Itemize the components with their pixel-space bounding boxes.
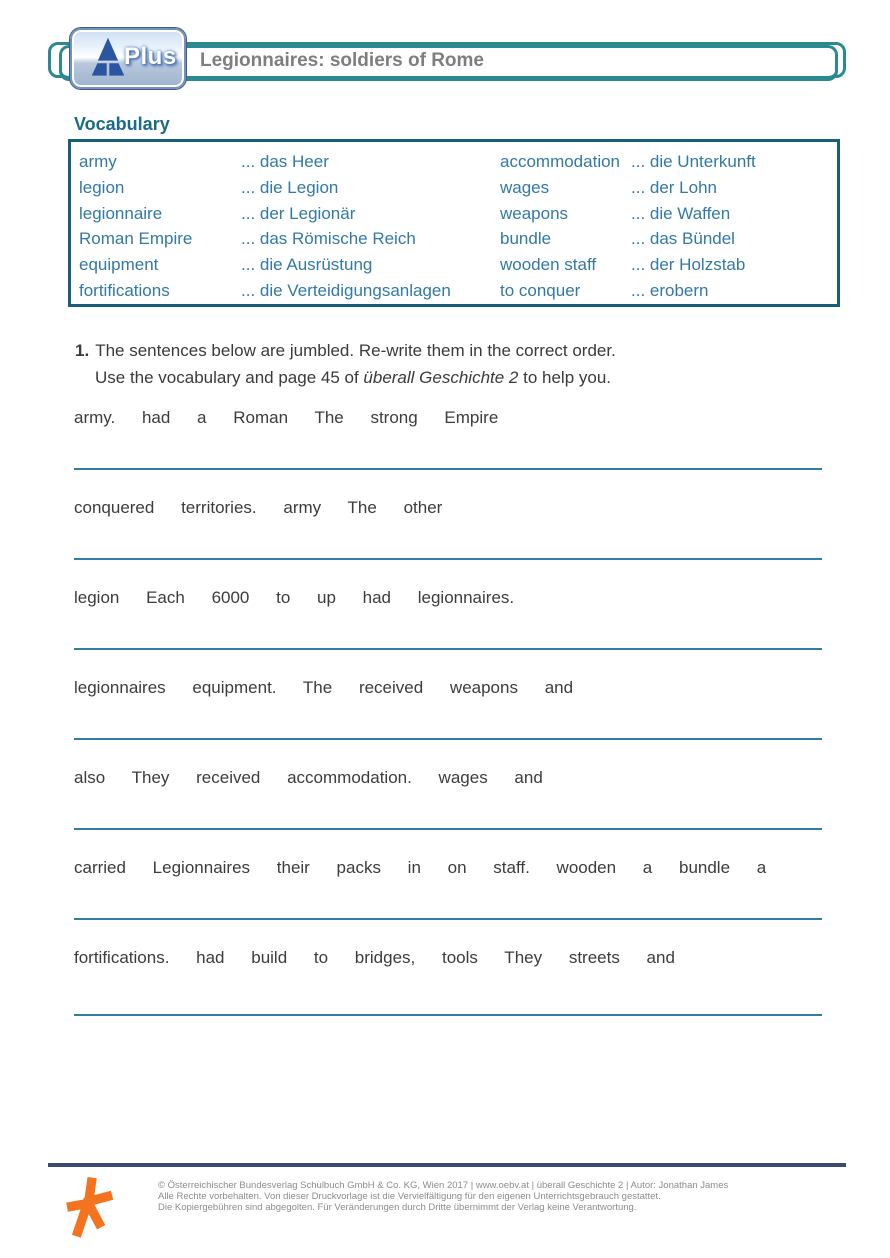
vocab-row — [500, 226, 837, 252]
instruction-text-1: The sentences below are jumbled. Re-write them in the correct order. — [95, 341, 616, 360]
sentence-words: legionnaires equipment. The received weapons and — [74, 678, 574, 697]
answer-line — [74, 828, 822, 830]
answer-line — [74, 648, 822, 650]
vocab-term: legionnaire — [79, 203, 163, 223]
sentence-block — [74, 854, 822, 944]
footer-line-3: Die Kopiergebühren sind abgegolten. Für Veränderungen durch Dritte übernimmt der Verlag keine Verantwortung. — [158, 1201, 637, 1213]
vocab-definition: ... die Waffen — [631, 203, 731, 223]
answer-line — [74, 738, 822, 740]
plus-logo — [70, 28, 186, 89]
exercise-instructions — [75, 337, 795, 391]
vocab-row — [500, 149, 837, 175]
footer-line-1: © Österreichischer Bundesverlag Schulbuch GmbH & Co. KG, Wien 2017 | www.oebv.at | überall Geschichte 2 | Autor: Jonathan James — [158, 1180, 729, 1191]
instruction-line-1 — [75, 337, 795, 364]
vocab-term: wages — [500, 177, 550, 197]
vocab-row — [79, 201, 500, 227]
vocab-term: to conquer — [500, 281, 581, 301]
sentence-block — [74, 764, 822, 854]
answer-line — [74, 918, 822, 920]
vocab-definition: ... der Holzstab — [631, 255, 746, 275]
plus-logo-text: Plus — [124, 43, 177, 70]
vocab-row — [79, 278, 500, 304]
header-band — [0, 0, 890, 100]
answer-line — [74, 1014, 822, 1016]
vocabulary-box — [68, 139, 840, 307]
sentence-words: army. had a Roman The strong Empire — [74, 408, 499, 427]
vocab-definition: ... die Ausrüstung — [241, 255, 373, 275]
answer-line — [74, 468, 822, 470]
sentence-block — [74, 494, 822, 584]
answer-line — [74, 558, 822, 560]
footer-rule — [48, 1163, 846, 1167]
footer-line-2: Alle Rechte vorbehalten. Von dieser Druckvorlage ist die Vervielfältigung für den eigenen Unterrichtsgebrauch gestattet. — [158, 1190, 661, 1202]
exercise-number: 1. — [75, 341, 90, 360]
vocab-term: fortifications — [79, 281, 170, 301]
vocab-row — [79, 175, 500, 201]
sentence-words: fortifications. had build to bridges, tools They streets and — [74, 948, 675, 967]
oebv-asterisk-icon — [64, 1176, 114, 1238]
vocab-row — [500, 201, 837, 227]
vocab-definition: ... das Römische Reich — [241, 229, 416, 249]
instruction-text-2-prefix: Use the vocabulary and page 45 of — [95, 368, 364, 387]
sentence-block — [74, 674, 822, 764]
vocab-term: legion — [79, 177, 125, 197]
vocab-row — [500, 278, 837, 304]
vocab-row — [79, 252, 500, 278]
vocab-term: bundle — [500, 229, 552, 249]
vocab-column-right — [500, 149, 837, 304]
sentence-block — [74, 944, 822, 1038]
vocab-definition: ... das Heer — [241, 151, 329, 171]
vocab-row — [79, 149, 500, 175]
vocab-row — [500, 252, 837, 278]
vocabulary-heading: Vocabulary — [74, 114, 170, 134]
vocab-term: wooden staff — [500, 255, 597, 275]
vocab-term: weapons — [500, 203, 569, 223]
vocab-definition: ... erobern — [631, 281, 709, 301]
vocab-column-left — [79, 149, 500, 304]
vocab-definition: ... die Unterkunft — [631, 151, 756, 171]
vocab-term: accommodation — [500, 151, 621, 171]
vocab-definition: ... das Bündel — [631, 229, 735, 249]
vocab-term: Roman Empire — [79, 229, 193, 249]
footer-copyright — [158, 1181, 778, 1213]
vocab-row — [500, 175, 837, 201]
vocab-definition: ... die Legion — [241, 177, 339, 197]
vocab-row — [79, 226, 500, 252]
book-title: überall Geschichte 2 — [363, 368, 519, 387]
instruction-line-2 — [95, 364, 795, 391]
sentence-blocks — [74, 404, 822, 1038]
vocab-definition: ... der Lohn — [631, 177, 718, 197]
vocab-definition: ... die Verteidigungsanlagen — [241, 281, 451, 301]
vocab-term: equipment — [79, 255, 159, 275]
sentence-words: also They received accommodation. wages and — [74, 768, 543, 787]
instruction-text-2-suffix: to help you. — [518, 368, 612, 387]
vocab-term: army — [79, 151, 117, 171]
sentence-block — [74, 404, 822, 494]
sentence-words: legion Each 6000 to up had legionnaires. — [74, 588, 515, 607]
vocab-definition: ... der Legionär — [241, 203, 356, 223]
sentence-words: carried Legionnaires their packs in on staff. wooden a bundle a — [74, 858, 767, 877]
page-title: Legionnaires: soldiers of Rome — [200, 50, 484, 71]
sentence-words: conquered territories. army The other — [74, 498, 443, 517]
sentence-block — [74, 584, 822, 674]
